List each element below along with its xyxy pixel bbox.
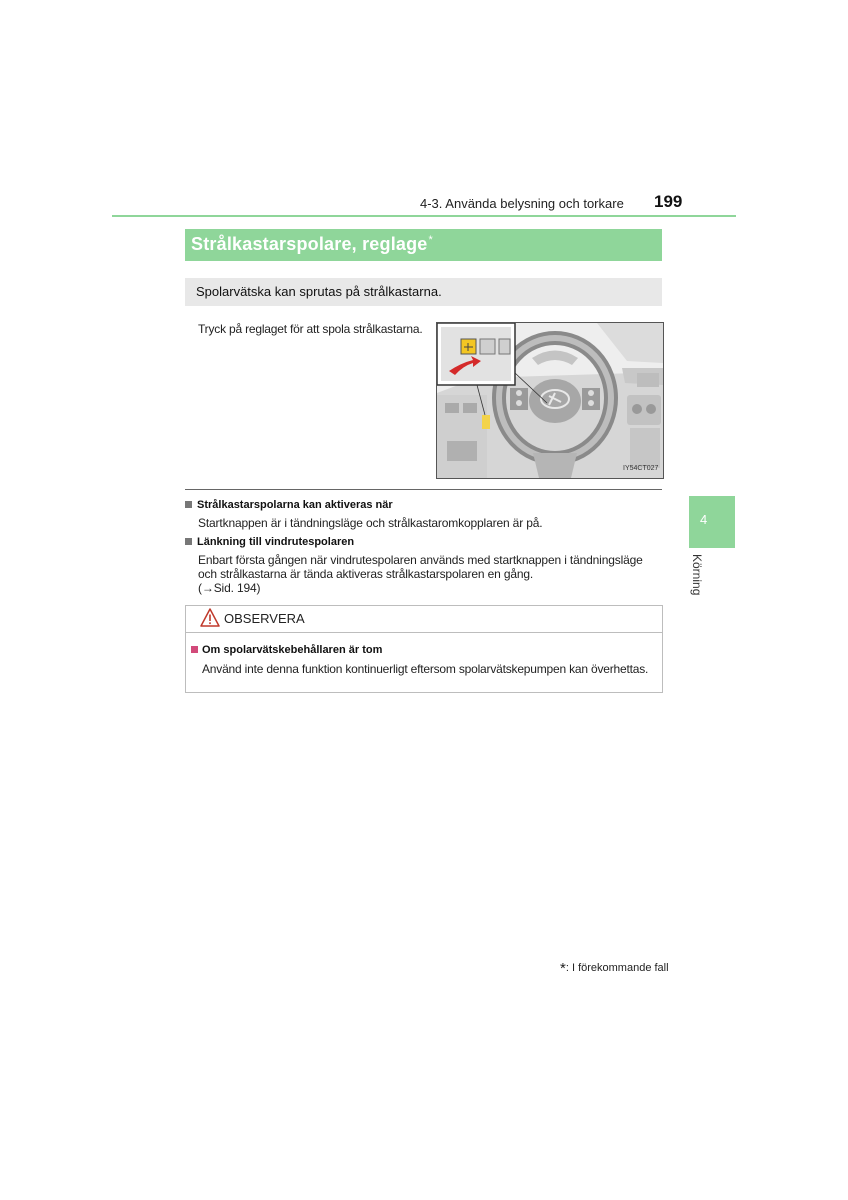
caution-text: Använd inte denna funktion kontinuerligt eftersom spolarvätskepumpen kan överhettas.: [202, 662, 649, 676]
note-line: Enbart första gången när vindrutespolaren används med startknappen i tändningsläge: [198, 553, 643, 567]
page-number: 199: [654, 192, 683, 211]
footnote-text: : I förekommande fall: [565, 962, 669, 974]
title-footnote-marker: *: [428, 234, 434, 246]
section-title: 4-3. Använda belysning och torkare: [420, 196, 624, 211]
page-title-text: Strålkastarspolare, reglage: [191, 234, 428, 254]
page-reference-link[interactable]: (→Sid. 194): [198, 581, 261, 595]
page-title: [191, 234, 433, 255]
chapter-number: 4: [700, 512, 708, 527]
bullet-square-icon: [185, 501, 192, 508]
header-rule: [112, 215, 736, 217]
warning-triangle-icon: [200, 608, 220, 627]
caution-header: [186, 606, 662, 633]
footnote: [560, 960, 669, 977]
caution-box: [185, 605, 663, 693]
note-text-activation: Startknappen är i tändningsläge och strålkastaromkopplaren är på.: [198, 516, 543, 530]
chapter-label: Körning: [690, 554, 704, 596]
note-heading-linking: Länkning till vindrutespolaren: [185, 536, 354, 548]
illustration-code: IY54CT027: [623, 465, 659, 472]
note-text-linking: [198, 553, 643, 595]
dashboard-illustration: [436, 322, 664, 479]
caution-subheading: Om spolarvätskebehållaren är tom: [191, 644, 382, 656]
title-bar: [185, 229, 662, 261]
bullet-square-icon: [191, 646, 198, 653]
bullet-square-icon: [185, 538, 192, 545]
subheading-bar: [185, 278, 662, 306]
caution-label: OBSERVERA: [224, 611, 305, 626]
subheading-text: Spolarvätska kan sprutas på strålkastarna.: [196, 284, 442, 299]
section-divider: [185, 489, 662, 490]
note-line: och strålkastarna är tända aktiveras strålkastarspolaren en gång.: [198, 567, 534, 581]
chapter-tab[interactable]: [689, 496, 735, 548]
note-heading-activation: Strålkastarspolarna kan aktiveras när: [185, 499, 393, 511]
dashboard-drawing: [437, 323, 663, 478]
instruction-text: Tryck på reglaget för att spola strålkastarna.: [198, 322, 423, 336]
footnote-marker: *: [560, 960, 566, 977]
